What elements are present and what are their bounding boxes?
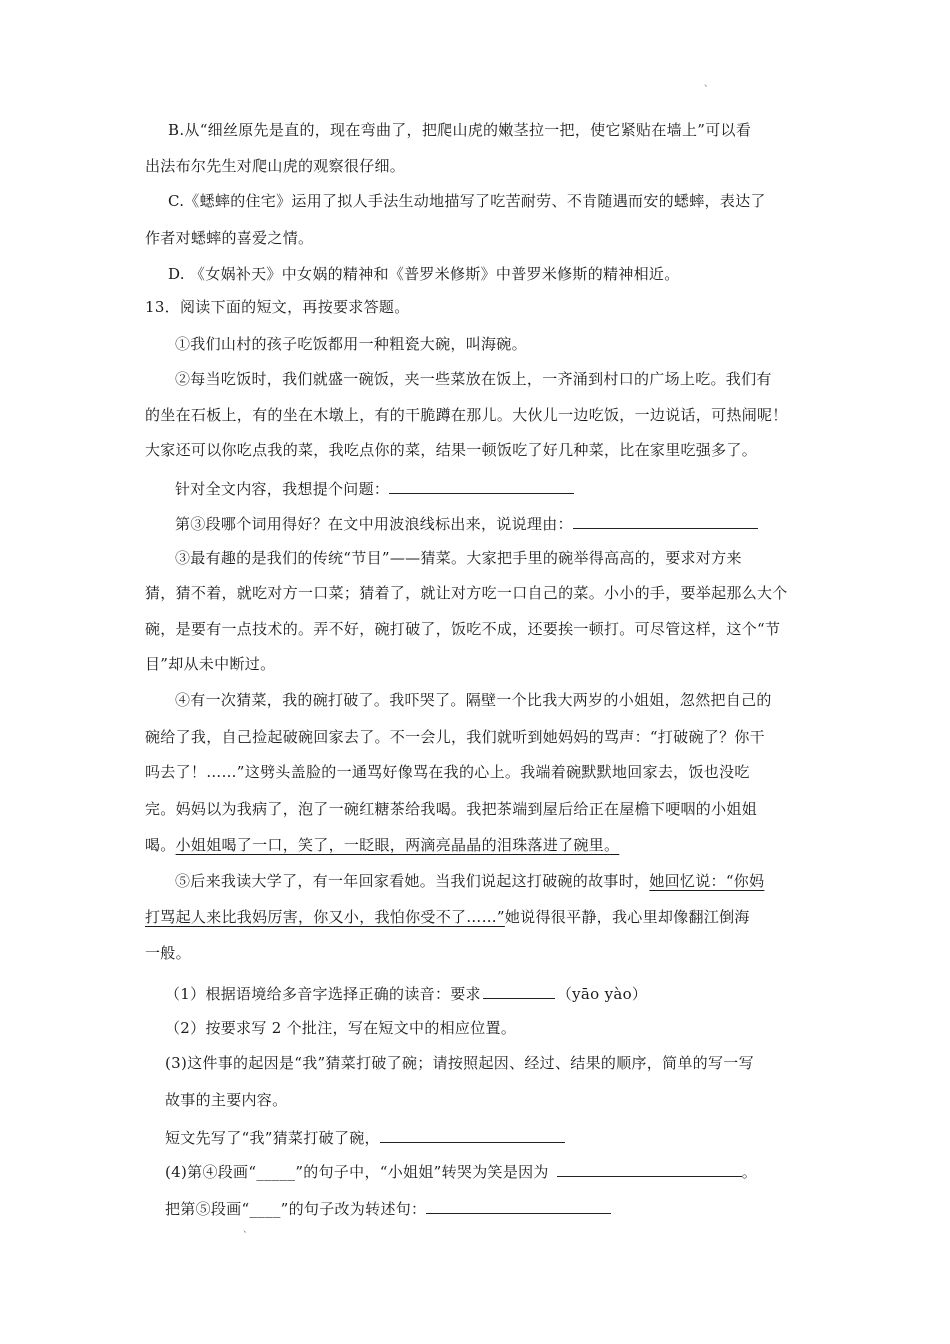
paragraph-4-line5-start: 喝。 — [145, 836, 176, 854]
sub-question-5 — [165, 1197, 611, 1219]
annotation-question-label: 针对全文内容，我想提个问题： — [175, 480, 390, 498]
paragraph-5-line1-start: ⑤后来我读大学了，有一年回家看她。当我们说起这打破碗的故事时， — [175, 872, 650, 890]
sub-question-2: （2）按要求写 2 个批注，写在短文中的相应位置。 — [165, 1019, 517, 1037]
paragraph-3-line3: 碗，是要有一点技术的。弄不好，碗打破了，饭吃不成，还要挨一顿打。可尽管这样，这个“节 — [145, 620, 781, 638]
paragraph-2-line2: 的坐在石板上，有的坐在木墩上，有的干脆蹲在那儿。大伙儿一边吃饭，一边说话，可热闹呢！ — [145, 406, 788, 424]
word-reason-blank[interactable] — [573, 512, 758, 529]
paragraph-2-line3: 大家还可以你吃点我的菜，我吃点你的菜，结果一顿饭吃了好几种菜，比在家里吃强多了。 — [145, 441, 758, 459]
paragraph-5-line3: 一般。 — [145, 944, 191, 962]
indirect-speech-blank[interactable] — [426, 1197, 611, 1214]
paragraph-4-line1: ④有一次猜菜，我的碗打破了。我吓哭了。隔壁一个比我大两岁的小姐姐，忽然把自己的 — [175, 691, 772, 709]
underlined-sentence-5b: 打骂起人来比我妈厉害，你又小，我怕你受不了……” — [145, 908, 505, 926]
option-c-line1: C.《蟋蟀的住宅》运用了拟人手法生动地描写了吃苦耐劳、不肯随遇而安的蟋蟀，表达了 — [168, 192, 766, 210]
bottom-mark: 、 — [243, 1225, 253, 1235]
question-13-title: 13．阅读下面的短文，再按要求答题。 — [145, 298, 410, 316]
sub-question-4-end: 。 — [741, 1163, 758, 1181]
sub-question-5-text: 把第⑤段画“____”的句子改为转述句： — [165, 1200, 427, 1218]
option-c-line2: 作者对蟋蟀的喜爱之情。 — [145, 229, 314, 247]
paragraph-4-line3: 吗去了！……”这劈头盖脸的一通骂好像骂在我的心上。我端着碗默默地回家去，饭也没吃 — [145, 763, 750, 781]
underlined-sentence-5a: 她回忆说：“你妈 — [649, 872, 765, 890]
paragraph-1: ①我们山村的孩子吃饭都用一种粗瓷大碗，叫海碗。 — [175, 335, 527, 353]
option-b-line1: B.从“细丝原先是直的，现在弯曲了，把爬山虎的嫩茎拉一把，使它紧贴在墙上”可以看 — [168, 121, 752, 139]
sub-question-1 — [165, 982, 647, 1004]
paragraph-3-line1: ③最有趣的是我们的传统“节目”——猜菜。大家把手里的碗举得高高的，要求对方来 — [175, 549, 742, 567]
sub-question-4 — [165, 1160, 757, 1182]
option-b-line2: 出法布尔先生对爬山虎的观察很仔细。 — [145, 157, 406, 175]
annotation-word-label: 第③段哪个词用得好？在文中用波浪线标出来，说说理由： — [175, 515, 573, 533]
option-d: D. 《女娲补天》中女娲的精神和《普罗米修斯》中普罗米修斯的精神相近。 — [168, 265, 680, 283]
story-summary-blank[interactable] — [380, 1126, 565, 1143]
annotation-word — [175, 512, 758, 534]
paragraph-4-line5 — [145, 835, 619, 855]
paragraph-4-line4: 完。妈妈以为我病了，泡了一碗红糖茶给我喝。我把茶端到屋后给正在屋檐下哽咽的小姐姐 — [145, 800, 758, 818]
paragraph-5-line2 — [145, 907, 750, 927]
annotation-question — [175, 477, 574, 499]
reason-blank[interactable] — [557, 1160, 742, 1177]
paragraph-2-line1: ②每当吃饭时，我们就盛一碗饭，夹一些菜放在饭上，一齐涌到村口的广场上吃。我们有 — [175, 370, 772, 388]
paragraph-4-line2: 碗给了我，自己捡起破碗回家去了。不一会儿，我们就听到她妈妈的骂声：“打破碗了？你干 — [145, 728, 765, 746]
sub-question-4-text: (4)第④段画“_____”的句子中，“小姐姐”转哭为笑是因为 — [165, 1163, 549, 1181]
paragraph-5-line2-end: 她说得很平静，我心里却像翻江倒海 — [504, 908, 750, 926]
pronunciation-blank[interactable] — [483, 982, 555, 999]
top-mark: 、 — [704, 79, 714, 89]
pinyin-options: （yāo yào） — [556, 985, 648, 1003]
question-answer-blank[interactable] — [389, 477, 574, 494]
sub-question-3-line3 — [165, 1126, 565, 1148]
underlined-sentence-4: 小姐姐喝了一口，笑了，一眨眼，两滴亮晶晶的泪珠落进了碗里。 — [175, 836, 620, 854]
paragraph-3-line2: 猜，猜不着，就吃对方一口菜；猜着了，就让对方吃一口自己的菜。小小的手，要举起那么大个 — [145, 584, 788, 602]
sub-question-1-text: （1）根据语境给多音字选择正确的读音：要求 — [165, 985, 481, 1003]
sub-question-3-line1: (3)这件事的起因是“我”猜菜打破了碗；请按照起因、经过、结果的顺序，简单的写一写 — [165, 1054, 754, 1072]
paragraph-5-line1 — [175, 871, 764, 891]
sub-question-3-line2: 故事的主要内容。 — [165, 1091, 288, 1109]
sub-question-3-line3-text: 短文先写了“我”猜菜打破了碗， — [165, 1129, 380, 1147]
paragraph-3-line4: 目”却从未中断过。 — [145, 655, 276, 673]
